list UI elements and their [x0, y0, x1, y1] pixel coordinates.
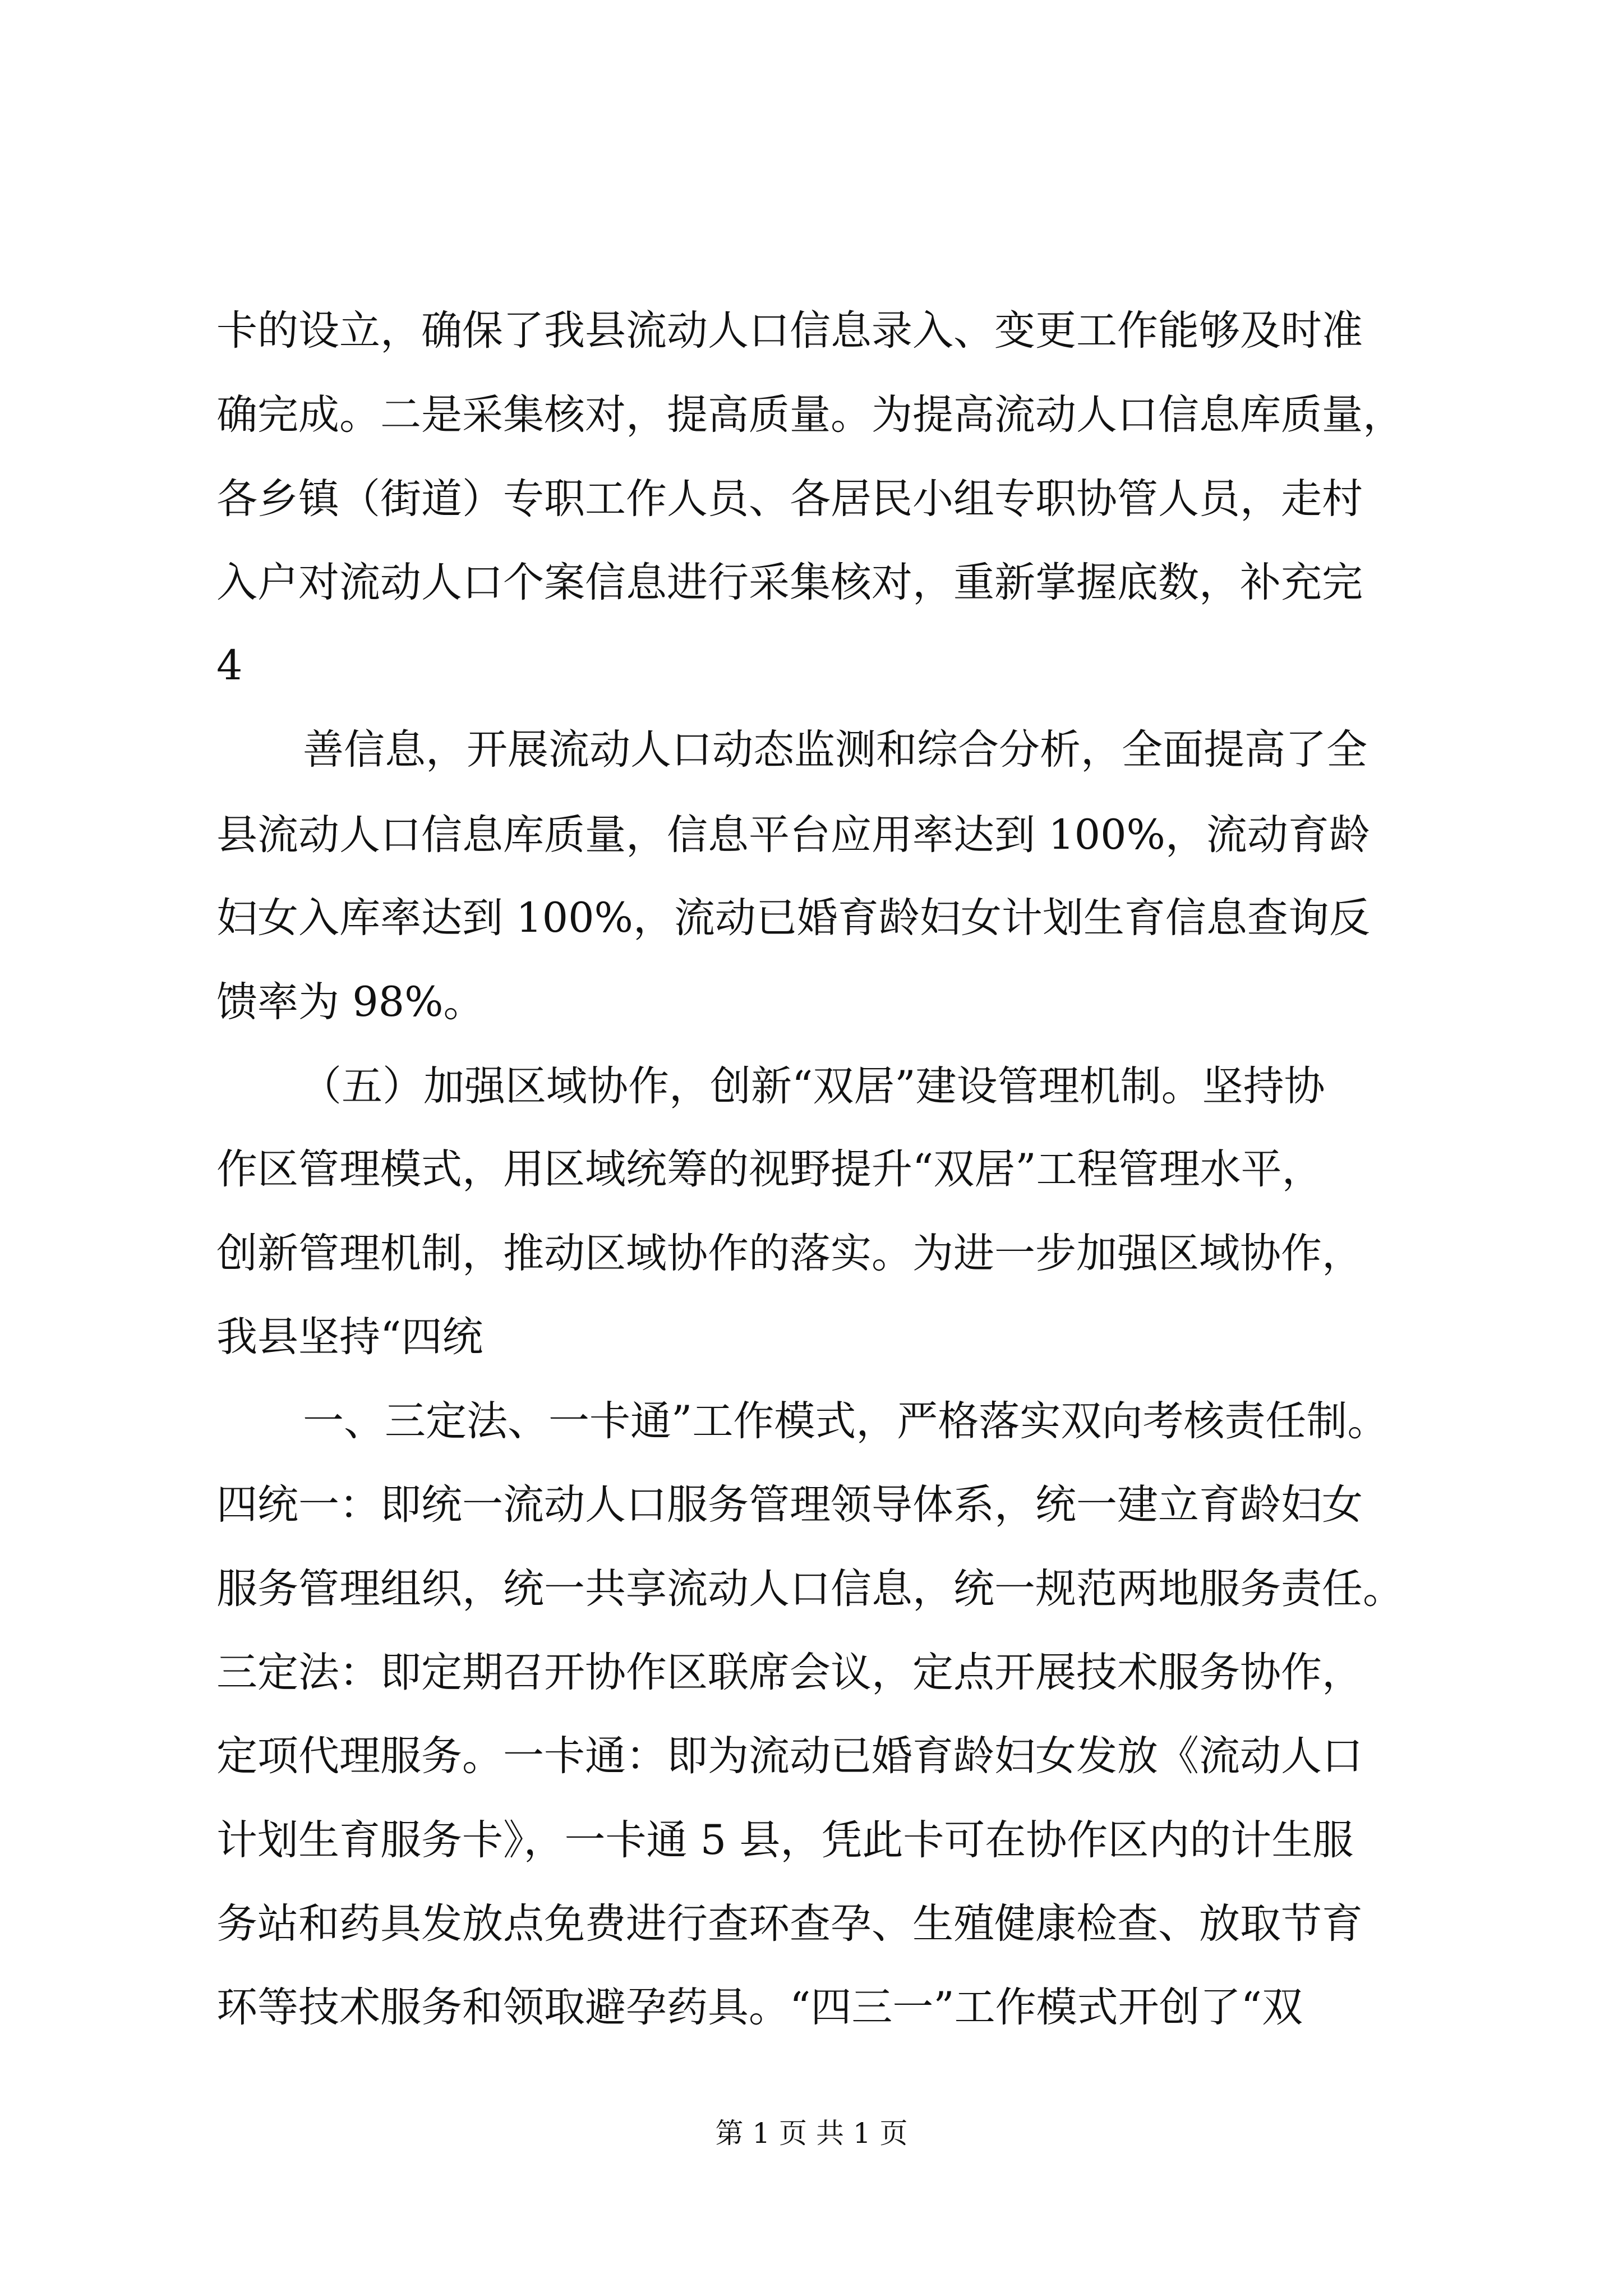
page-footer: 第 1 页 共 1 页 — [715, 2117, 908, 2150]
body-text-line: 创新管理机制，推动区域协作的落实。为进一步加强区域协作， — [216, 1230, 1363, 1277]
body-text-line: 县流动人口信息库质量，信息平台应用率达到 100%，流动育龄 — [216, 811, 1370, 859]
body-text-line: 馈率为 98%。 — [216, 978, 485, 1026]
body-text-line: 四统一：即统一流动人口服务管理领导体系，统一建立育龄妇女 — [216, 1481, 1363, 1529]
body-text-line: 务站和药具发放点免费进行查环查孕、生殖健康检查、放取节育 — [216, 1900, 1363, 1948]
body-text-line: 妇女入库率达到 100%，流动已婚育龄妇女计划生育信息查询反 — [216, 894, 1370, 942]
section-heading-line: （五）加强区域协作，创新“双居”建设管理机制。坚持协 — [301, 1062, 1325, 1110]
body-text-line: 定项代理服务。一卡通：即为流动已婚育龄妇女发放《流动人口 — [216, 1732, 1363, 1780]
body-text-line: 环等技术服务和领取避孕药具。“四三一”工作模式开创了“双 — [216, 1984, 1303, 2031]
body-text-line: 入户对流动人口个案信息进行采集核对，重新掌握底数，补充完 — [216, 559, 1363, 606]
body-text-line: 一、三定法、一卡通”工作模式，严格落实双向考核责任制。 — [303, 1397, 1389, 1445]
body-text-line: 服务管理组织，统一共享流动人口信息，统一规范两地服务责任。 — [216, 1565, 1404, 1613]
body-text-line: 卡的设立，确保了我县流动人口信息录入、变更工作能够及时准 — [216, 307, 1363, 355]
page-break-number: 4 — [216, 642, 243, 689]
body-text-line: 各乡镇（街道）专职工作人员、各居民小组专职协管人员，走村 — [216, 475, 1363, 523]
body-text-line: 作区管理模式，用区域统筹的视野提升“双居”工程管理水平， — [216, 1145, 1323, 1193]
body-text-line: 计划生育服务卡》，一卡通 5 县，凭此卡可在协作区内的计生服 — [216, 1816, 1354, 1864]
body-text-line: 三定法：即定期召开协作区联席会议，定点开展技术服务协作， — [216, 1649, 1363, 1696]
body-text-line: 善信息，开展流动人口动态监测和综合分析，全面提高了全 — [303, 726, 1367, 774]
body-text-line: 确完成。二是采集核对，提高质量。为提高流动人口信息库质量， — [216, 391, 1404, 439]
body-text-line: 我县坚持“四统 — [216, 1313, 483, 1361]
